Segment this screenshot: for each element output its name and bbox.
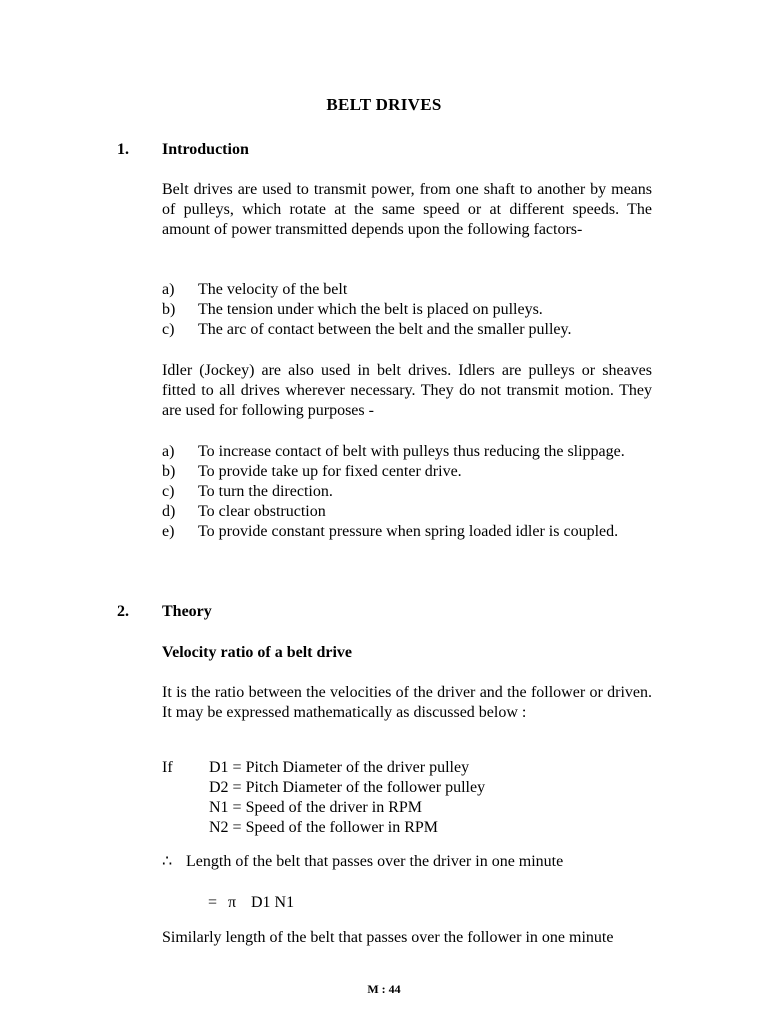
list-item [162, 280, 652, 300]
list-item-text: The arc of contact between the belt and the smaller pulley. [198, 321, 572, 338]
definition-text: N2 = Speed of the follower in RPM [209, 819, 438, 836]
list-item-label: a) [162, 281, 175, 298]
velocity-paragraph: It is the ratio between the velocities of the driver and the follower or driven. It may be expressed mathematically as discussed below : [162, 684, 652, 721]
definition-text: D2 = Pitch Diameter of the follower pulley [209, 779, 486, 796]
purposes-list [162, 442, 652, 542]
list-item-text: The velocity of the belt [198, 281, 348, 298]
list-item [162, 300, 652, 320]
document-title: BELT DRIVES [326, 95, 442, 114]
list-item [162, 320, 652, 340]
similarly-paragraph: Similarly length of the belt that passes over the follower in one minute [162, 929, 614, 946]
list-item-text: The tension under which the belt is placed on pulleys. [198, 301, 543, 318]
list-item-label: d) [162, 503, 176, 520]
list-item-label: c) [162, 321, 175, 338]
formula-pi: π [228, 894, 237, 911]
list-item [162, 442, 652, 462]
list-item-text: To clear obstruction [198, 503, 326, 520]
definition-text: N1 = Speed of the driver in RPM [209, 799, 422, 816]
if-word: If [162, 759, 173, 776]
definition-row [162, 798, 652, 818]
section-2-number: 2. [117, 603, 129, 620]
section-2-title: Theory [162, 603, 212, 620]
list-item-text: To turn the direction. [198, 483, 333, 500]
list-item-label: b) [162, 463, 176, 480]
list-item-label: e) [162, 523, 175, 540]
definition-row [162, 778, 652, 798]
therefore-text: Length of the belt that passes over the driver in one minute [186, 853, 564, 870]
therefore-symbol: ∴ [162, 853, 173, 870]
list-item-label: a) [162, 443, 175, 460]
section-1-title: Introduction [162, 141, 249, 158]
list-item-text: To increase contact of belt with pulleys thus reducing the slippage. [198, 443, 625, 460]
page-number: M : 44 [367, 982, 401, 996]
list-item-text: To provide constant pressure when spring loaded idler is coupled. [198, 523, 619, 540]
list-item [162, 482, 652, 502]
factors-list [162, 280, 652, 340]
list-item [162, 502, 652, 522]
formula-rest: D1 N1 [251, 894, 295, 911]
list-item [162, 522, 652, 542]
definition-row [162, 818, 652, 838]
list-item-text: To provide take up for fixed center drive. [198, 463, 462, 480]
formula-equals: = [208, 894, 218, 911]
list-item [162, 462, 652, 482]
velocity-ratio-heading: Velocity ratio of a belt drive [162, 644, 353, 661]
definition-text: D1 = Pitch Diameter of the driver pulley [209, 759, 470, 776]
list-item-label: c) [162, 483, 175, 500]
list-item-label: b) [162, 301, 176, 318]
definition-row [162, 758, 652, 778]
idler-paragraph: Idler (Jockey) are also used in belt drives. Idlers are pulleys or sheaves fitted to all drives wherever necessary. They do not transmit motion. They are used for following purposes - [162, 362, 652, 419]
section-1-number: 1. [117, 141, 129, 158]
definitions-block [162, 758, 652, 838]
intro-paragraph: Belt drives are used to transmit power, from one shaft to another by means of pulleys, which rotate at the same speed or at different speeds. The amount of power transmitted depends upon the following factors- [162, 181, 652, 238]
